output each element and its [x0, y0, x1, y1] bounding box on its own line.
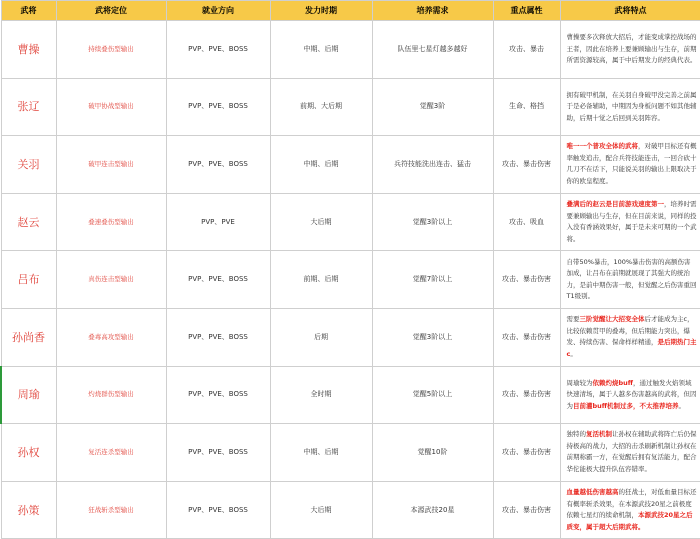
feature-highlight: 三阶觉醒让大招变全体 [579, 315, 645, 324]
feature-text: 后才能成为主c，比较依赖贯甲的叠毒，但后期能力突出，爆发、持续伤害、保命样样精通， [566, 315, 694, 347]
general-period: 中期、后期 [270, 21, 372, 79]
feature-highlight: 复活机制 [586, 430, 612, 439]
feature-text: 独特的 [566, 430, 586, 439]
general-attr: 攻击、暴击伤害 [493, 308, 560, 366]
feature-highlight: 血量越低伤害越高 [566, 488, 619, 497]
feature-text: ，通过触发火焰领域快速清场，属于人越多伤害越高的武将，但因为 [566, 378, 697, 410]
table-row [1, 21, 700, 79]
feature-highlight: 是后期热门主c [566, 338, 697, 358]
feature-text: 周瑜较为 [566, 378, 593, 387]
general-period: 大后期 [270, 481, 372, 539]
general-direction: PVP、PVE、BOSS [166, 366, 270, 424]
header-need: 培养需求 [372, 1, 493, 21]
general-attr: 攻击、暴击伤害 [493, 136, 560, 194]
feature-text: 。 [678, 401, 686, 410]
general-name: 曹操 [1, 21, 56, 79]
general-direction: PVP、PVE [166, 193, 270, 251]
header-attr: 重点属性 [493, 1, 560, 21]
general-name: 张辽 [1, 78, 56, 136]
table-row [1, 251, 700, 309]
general-need: 兵符技能洗出连击、猛击 [372, 136, 493, 194]
feature-highlight: 本源武技20星之后质变，属于超大后期武将。 [566, 511, 693, 531]
general-attr: 生命、格挡 [493, 78, 560, 136]
general-period: 中期、后期 [270, 136, 372, 194]
general-period: 前期、大后期 [270, 78, 372, 136]
general-feature [560, 366, 700, 424]
general-period: 前期、后期 [270, 251, 372, 309]
feature-text: 需要 [566, 315, 580, 324]
general-feature [560, 481, 700, 539]
general-name: 孙策 [1, 481, 56, 539]
general-role: 灼烧群伤型输出 [56, 366, 166, 424]
general-feature [560, 424, 700, 482]
feature-highlight: 目前灌buff机制过多，不太推荐培养 [573, 401, 679, 410]
feature-text: 自带50%暴击，100%暴击伤害的高额伤害加成，让吕布在前期就展现了其强大的统治力，是前中期伤害一般，但觉醒之后伤害重回T1级别。 [566, 257, 697, 301]
feature-text: 曹操要多次释放大招后，才能变成掌控战场的王者，因此在培养上要兼顾输出与生存，前期所需资源较高，属于中后期发力的经典代表。 [566, 33, 697, 65]
general-direction: PVP、PVE、BOSS [166, 481, 270, 539]
header-feature: 武将特点 [560, 1, 700, 21]
general-name: 孙权 [1, 424, 56, 482]
general-role: 持续叠伤型输出 [56, 21, 166, 79]
general-direction: PVP、PVE、BOSS [166, 78, 270, 136]
header-role: 武将定位 [56, 1, 166, 21]
header-row [1, 1, 700, 21]
general-direction: PVP、PVE、BOSS [166, 136, 270, 194]
feature-highlight: 叠满后的赵云是目前游戏速度第一 [566, 200, 664, 209]
general-need: 觉醒3阶 [372, 78, 493, 136]
general-attr: 攻击、暴击伤害 [493, 424, 560, 482]
table-row [1, 136, 700, 194]
general-feature [560, 21, 700, 79]
header-direction: 就业方向 [166, 1, 270, 21]
general-attr: 攻击、暴击伤害 [493, 366, 560, 424]
general-attr: 攻击、暴击伤害 [493, 481, 560, 539]
general-name: 赵云 [1, 193, 56, 251]
table-row [1, 481, 700, 539]
feature-text: 的狂战士，对低血量目标还有概率斩杀效果，在本源武技20星之前极度依赖七星灯的续命机制， [566, 488, 697, 520]
general-need: 队伍里七星灯越多越好 [372, 21, 493, 79]
general-role: 叠毒高攻型输出 [56, 308, 166, 366]
general-need: 觉醒3阶以上 [372, 308, 493, 366]
general-direction: PVP、PVE、BOSS [166, 424, 270, 482]
table-row [1, 78, 700, 136]
general-need: 觉醒5阶以上 [372, 366, 493, 424]
general-role: 狂战斩杀型输出 [56, 481, 166, 539]
general-feature [560, 193, 700, 251]
general-direction: PVP、PVE、BOSS [166, 21, 270, 79]
general-need: 觉醒10阶 [372, 424, 493, 482]
general-period: 中期、后期 [270, 424, 372, 482]
general-name: 关羽 [1, 136, 56, 194]
general-attr: 攻击、暴击 [493, 21, 560, 79]
general-name: 孙尚香 [1, 308, 56, 366]
feature-text: 。 [570, 349, 577, 358]
general-role: 破甲协战型输出 [56, 78, 166, 136]
feature-text: ，对破甲目标还有概率触发追击，配合兵符技能连击，一回合砍十几刀不在话下，只能说关羽的输出上限取决于你的欧皇程度。 [566, 142, 697, 185]
general-role: 真伤连击型输出 [56, 251, 166, 309]
feature-text: 拥有破甲机制，在关羽自身破甲没完善之前属于是必备辅助，中期因为身板问题不如其他辅助，后期十觉之后回到关羽阵容。 [566, 90, 697, 122]
general-feature [560, 308, 700, 366]
general-period: 全时期 [270, 366, 372, 424]
header-name: 武将 [1, 1, 56, 21]
general-need: 觉醒3阶以上 [372, 193, 493, 251]
general-period: 大后期 [270, 193, 372, 251]
general-direction: PVP、PVE、BOSS [166, 251, 270, 309]
table-row [1, 366, 700, 424]
general-attr: 攻击、暴击伤害 [493, 251, 560, 309]
general-feature [560, 78, 700, 136]
feature-highlight: 唯一一个普攻全体的武将 [566, 142, 638, 151]
general-attr: 攻击、吸血 [493, 193, 560, 251]
general-role: 复活连杀型输出 [56, 424, 166, 482]
general-name: 吕布 [1, 251, 56, 309]
general-direction: PVP、PVE、BOSS [166, 308, 270, 366]
feature-text: 让孙权在辅助武将阵亡后仍保持极高的战力，大招的击杀刷新机制让孙权在前期称霸一方，在觉醒后拥有复活能力，配合华佗能极大提升队伍容错率。 [566, 430, 697, 473]
feature-highlight: 依赖灼烧buff [592, 378, 634, 387]
general-role: 破甲连击型输出 [56, 136, 166, 194]
general-role: 叠速叠伤型输出 [56, 193, 166, 251]
general-feature [560, 251, 700, 309]
table-row [1, 424, 700, 482]
general-name: 周瑜 [1, 366, 56, 424]
general-need: 觉醒7阶以上 [372, 251, 493, 309]
header-period: 发力时期 [270, 1, 372, 21]
feature-text: ，培养时需要兼顾输出与生存，但在目前来说，同样的投入没有香涵效果好，属于是未来可期的一个武将。 [566, 200, 697, 243]
table-row [1, 193, 700, 251]
general-feature [560, 136, 700, 194]
general-period: 后期 [270, 308, 372, 366]
general-need: 本源武技20星 [372, 481, 493, 539]
table-row [1, 308, 700, 366]
